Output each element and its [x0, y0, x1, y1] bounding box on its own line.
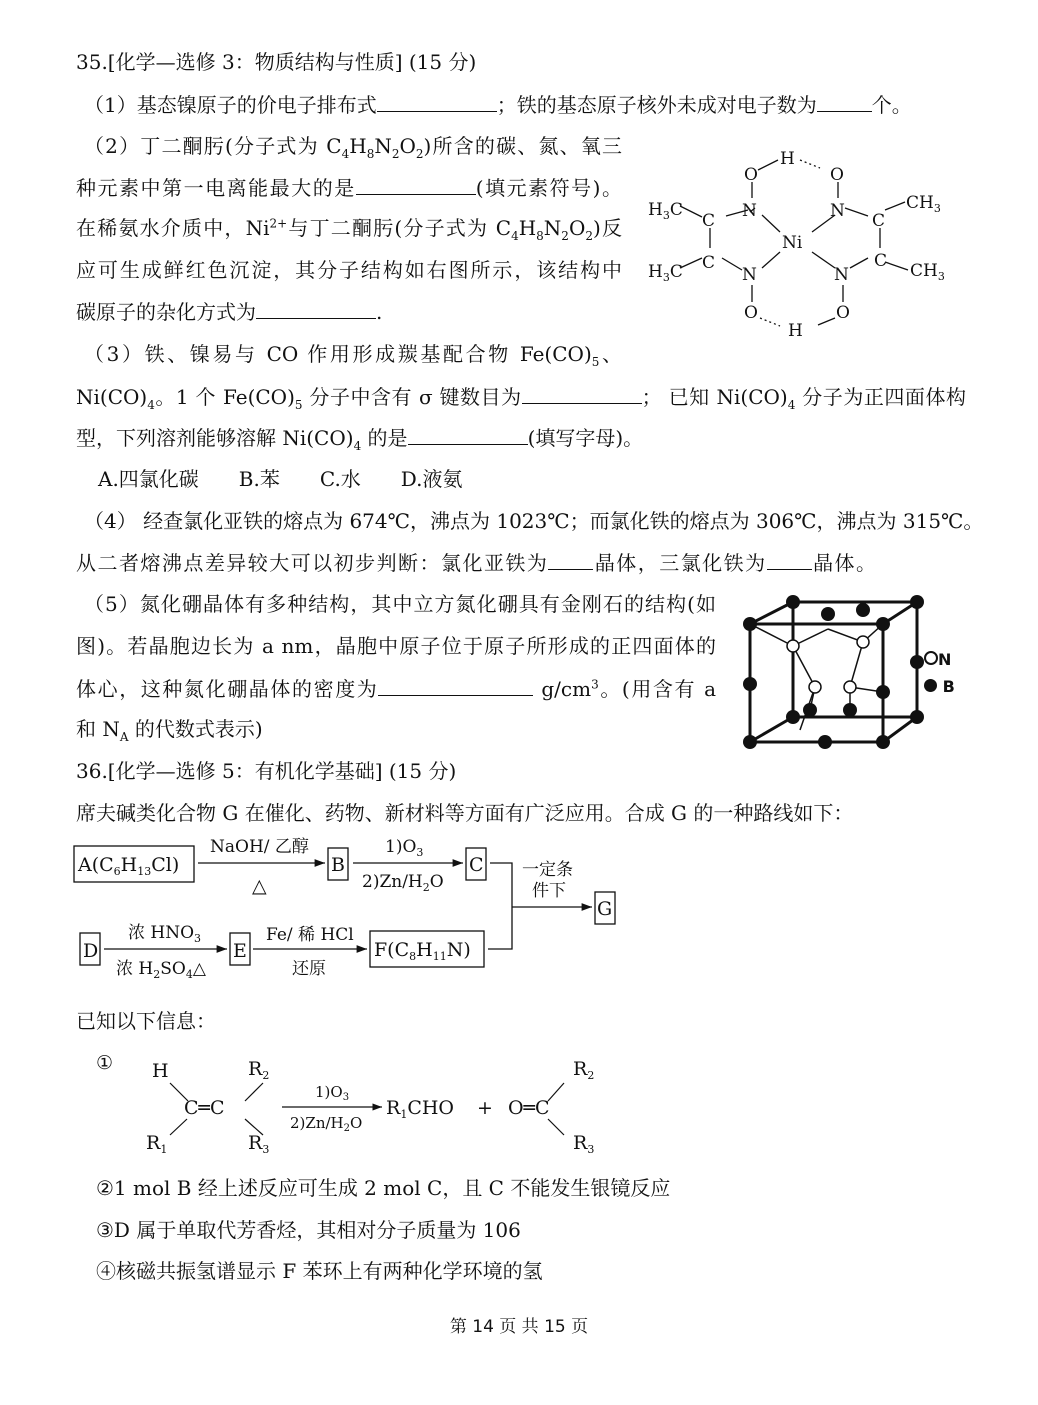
- reagent-label: 浓 $HNO_3$: [128, 923, 202, 945]
- synthesis-route-scheme: [70, 830, 630, 980]
- text: 与丁二酮肟(分子式为 C: [287, 216, 512, 240]
- text: 应可生成鲜红色沉淀，其分子结构如右图所示，该结构中: [76, 258, 622, 282]
- reagent-label: 还原: [292, 959, 326, 979]
- q35-line: [76, 174, 622, 200]
- text: ； 已知 Ni(CO): [641, 385, 788, 409]
- q35-line: [76, 298, 382, 324]
- legend-b: B: [942, 677, 955, 696]
- text: N: [374, 134, 392, 158]
- atom-label: N: [834, 265, 849, 285]
- subscript: 4: [353, 439, 362, 453]
- text: （2）丁二酮肟(分子式为 C: [84, 134, 342, 158]
- text: )反: [592, 216, 622, 240]
- text: 的代数式表示): [128, 717, 263, 741]
- subscript: A: [119, 730, 129, 744]
- subscript: 4: [341, 147, 350, 159]
- text: 碳原子的杂化方式为: [76, 300, 256, 324]
- atom-label: $H_3C$: [648, 262, 683, 284]
- text: Ni(CO): [76, 385, 148, 409]
- compound-g: G: [597, 898, 613, 920]
- atom-label: $R_2$: [248, 1058, 270, 1082]
- atom-label: $H_3C$: [648, 200, 683, 222]
- subscript: 5: [591, 355, 600, 367]
- text: 席夫碱类化合物 G 在催化、药物、新材料等方面有广泛应用。合成 G 的一种路线如下：: [76, 801, 854, 825]
- text: 的是: [361, 426, 408, 450]
- atom-label: N: [742, 201, 757, 221]
- text: 型，下列溶剂能够溶解 Ni(CO): [76, 426, 354, 450]
- text: )所含的碳、氮、氧三: [423, 134, 622, 158]
- atom-label: N: [742, 265, 757, 285]
- q35-line: [76, 383, 966, 409]
- text: H: [349, 134, 367, 158]
- atom-label: $R_3$: [573, 1132, 595, 1156]
- atom-label: C: [702, 211, 716, 231]
- nickel-dimethylglyoxime-structure: [640, 140, 960, 345]
- atom-label: C: [874, 251, 888, 271]
- compound-a: $A(C_6H_{13}Cl)$: [78, 854, 180, 878]
- answer-blank[interactable]: [548, 549, 593, 570]
- q35-line: [98, 466, 462, 492]
- compound-d: D: [83, 940, 99, 962]
- subscript: 2: [415, 147, 424, 159]
- text: 体心，这种氮化硼晶体的密度为: [76, 677, 379, 701]
- answer-blank[interactable]: [817, 91, 872, 112]
- subscript: 2: [391, 147, 400, 159]
- product-aldehyde: $R_1CHO$: [386, 1097, 454, 1121]
- condition-label: 件下: [532, 881, 566, 901]
- answer-blank[interactable]: [378, 675, 533, 696]
- info-3: ③D 属于单取代芳香烃，其相对分子质量为 106: [96, 1218, 521, 1242]
- q35-line: [84, 341, 622, 367]
- text: 。1 个 Fe(CO): [154, 385, 295, 409]
- q35-line: [84, 591, 716, 617]
- reagent-label: $2)Zn/H_2O$: [290, 1114, 363, 1134]
- text: 晶体，三氯化铁为: [593, 551, 767, 575]
- info-2: ②1 mol B 经上述反应可生成 2 mol C，且 C 不能发生银镜反应: [96, 1176, 671, 1200]
- page-footer: 第 14 页 共 15 页: [449, 1317, 589, 1337]
- atom-label: O: [744, 303, 758, 323]
- legend-n: N: [938, 650, 952, 669]
- text: 35.[化学—选修 3：物质结构与性质] (15 分): [76, 50, 477, 74]
- reagent-label: $1)O_3$: [315, 1083, 350, 1103]
- subscript: 4: [147, 398, 155, 409]
- q35-line: [76, 257, 622, 283]
- atom-label: C: [702, 253, 716, 273]
- text: A.四氯化碳 B.苯 C.水 D.液氨: [98, 467, 463, 491]
- atom-label: O: [830, 165, 844, 185]
- atom-label: $CH_3$: [910, 261, 945, 283]
- atom-label: H: [152, 1060, 169, 1082]
- text: 从二者熔沸点差异较大可以初步判断：氯化亚铁为: [76, 551, 549, 575]
- text: 晶体。: [811, 551, 876, 575]
- q35-line: [76, 215, 622, 241]
- q35-line: [76, 424, 644, 453]
- subscript: 4: [511, 229, 519, 241]
- known-info-title: 已知以下信息：: [76, 1009, 216, 1033]
- atom-label: $R_1$: [146, 1132, 168, 1156]
- subscript: 5: [294, 398, 303, 409]
- subscript: 8: [536, 229, 544, 241]
- answer-blank[interactable]: [377, 91, 497, 112]
- atom-label: N: [830, 201, 845, 221]
- atom-label: H: [780, 149, 795, 169]
- reagent-label: NaOH/ 乙醇: [210, 837, 309, 857]
- crystal-legend: [924, 646, 955, 700]
- reagent-label: Fe/ 稀 HCl: [266, 925, 354, 945]
- text: （1）基态镍原子的价电子排布式: [84, 93, 377, 117]
- atom-label: O: [744, 165, 758, 185]
- answer-blank[interactable]: [522, 383, 642, 404]
- atom-label: $R_2$: [573, 1058, 595, 1082]
- info-number: ①: [96, 1052, 114, 1074]
- info-4: ④核磁共振氢谱显示 F 苯环上有两种化学环境的氢: [96, 1259, 543, 1283]
- compound-c: C: [469, 854, 484, 876]
- superscript: 3: [591, 677, 599, 692]
- reagent-label: △: [252, 875, 267, 897]
- condition-label: 一定条: [522, 860, 573, 880]
- ozonolysis-reaction: [90, 1045, 610, 1165]
- text: 。(用含有 a: [598, 677, 716, 701]
- text: 分子为正四面体构: [795, 385, 966, 409]
- text: .: [376, 300, 383, 324]
- q36-line: [76, 758, 456, 784]
- reagent-label: $1)O_3$: [385, 837, 424, 859]
- text: O: [399, 134, 416, 158]
- subscript: 8: [366, 147, 375, 159]
- answer-blank[interactable]: [408, 424, 528, 445]
- product-ketone: O═C: [508, 1097, 550, 1119]
- reagent-label: 浓 $H_2SO_4\triangle$: [116, 959, 206, 980]
- atom-label: O: [836, 303, 850, 323]
- text: 图)。若晶胞边长为 a nm，晶胞中原子位于原子所形成的正四面体的: [76, 634, 716, 658]
- text: （4） 经查氯化亚铁的熔点为 674℃，沸点为 1023℃；而氯化铁的熔点为 306℃，沸点为 315℃。: [84, 509, 984, 533]
- q35-line: [76, 716, 263, 742]
- text: 种元素中第一电离能最大的是: [76, 176, 356, 200]
- q36-line: [76, 800, 853, 826]
- text: H: [518, 216, 537, 240]
- text: 个。: [871, 93, 912, 117]
- text: （3）铁、镍易与 CO 作用形成羰基配合物 Fe(CO): [84, 342, 592, 366]
- atom-label: Ni: [782, 233, 803, 253]
- atom-label: H: [788, 321, 803, 341]
- atom-label: C: [872, 211, 886, 231]
- q35-line: [76, 549, 876, 575]
- subscript: 4: [787, 398, 796, 409]
- atom-label: $R_3$: [248, 1132, 270, 1156]
- subscript: 2: [585, 229, 593, 241]
- compound-b: B: [331, 854, 345, 876]
- q35-line: [76, 49, 476, 75]
- text: g/cm: [533, 677, 592, 701]
- q35-line: [76, 675, 716, 701]
- q35-line: [84, 133, 622, 159]
- atom-label: $CH_3$: [906, 193, 941, 215]
- answer-blank[interactable]: [256, 298, 376, 319]
- text: O: [568, 216, 586, 240]
- q35-line: [76, 633, 716, 659]
- text: 分子中含有 σ 键数目为: [302, 385, 522, 409]
- text: （5）氮化硼晶体有多种结构，其中立方氮化硼具有金刚石的结构(如: [84, 592, 716, 616]
- text: 、: [599, 342, 622, 366]
- text: ；铁的基态原子核外未成对电子数为: [496, 93, 817, 117]
- text: 和 N: [76, 717, 120, 741]
- text: (填写字母)。: [527, 426, 644, 450]
- answer-blank[interactable]: [356, 174, 476, 195]
- q35-line: [84, 91, 912, 117]
- reagent-label: $2)Zn/H_2O$: [362, 872, 444, 894]
- superscript: 2+: [269, 216, 288, 231]
- text: 在稀氨水介质中，Ni: [76, 216, 270, 240]
- text: 36.[化学—选修 5：有机化学基础] (15 分): [76, 759, 457, 783]
- q35-line: [84, 508, 983, 534]
- compound-f: $F(C_8H_{11}N)$: [374, 939, 471, 963]
- text: (填元素符号)。: [475, 176, 622, 200]
- compound-e: E: [233, 940, 247, 962]
- plus-sign: +: [477, 1097, 493, 1119]
- alkene-label: C═C: [184, 1097, 225, 1119]
- text: N: [543, 216, 562, 240]
- answer-blank[interactable]: [767, 549, 812, 570]
- subscript: 2: [561, 229, 569, 241]
